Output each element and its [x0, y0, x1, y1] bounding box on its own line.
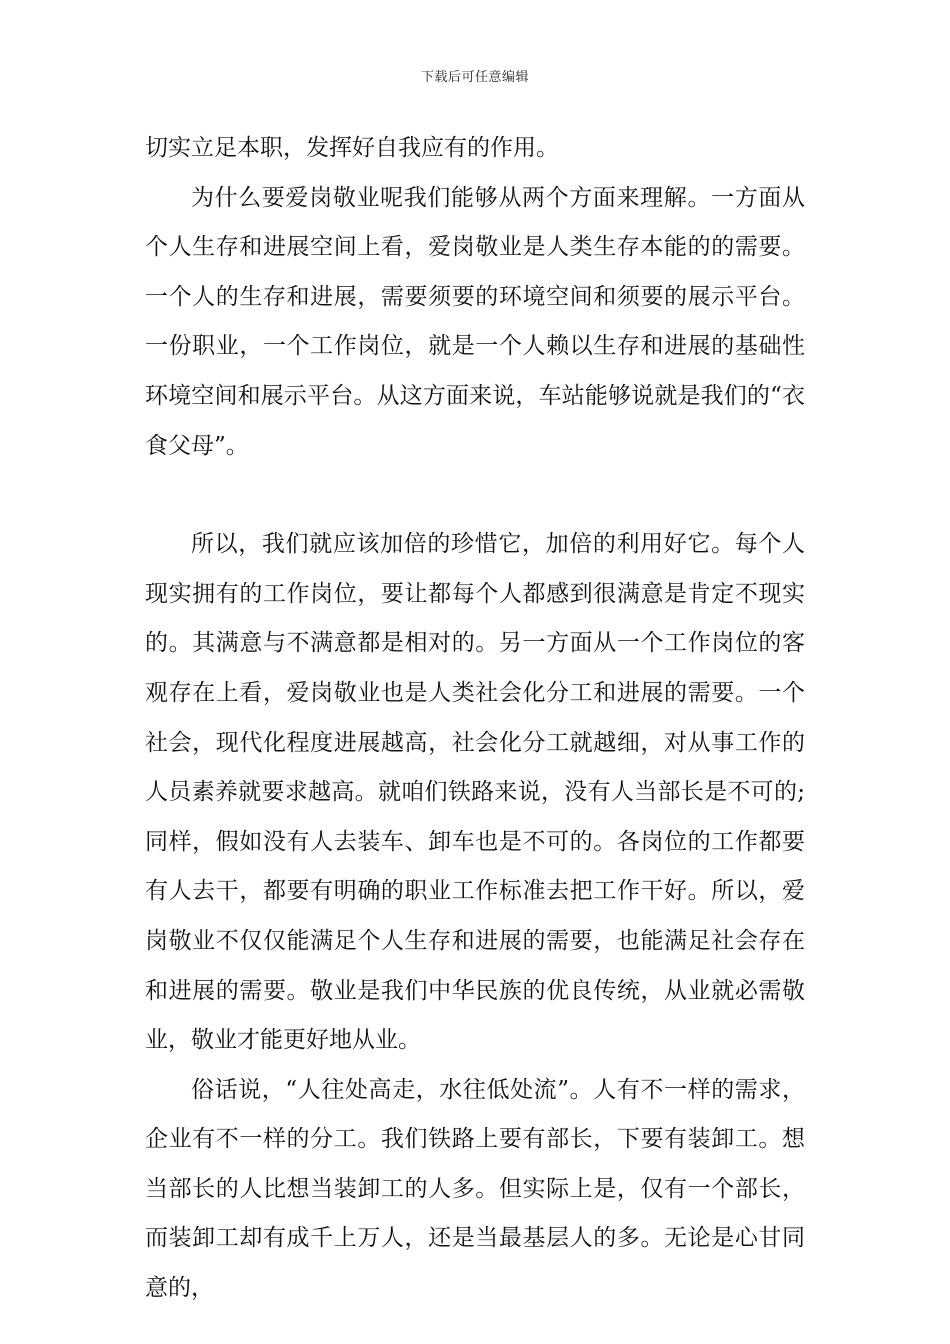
paragraph-4: 俗话说，“人往处高走，水往低处流”。人有不一样的需求，企业有不一样的分工。我们铁路上要有部长，下要有装卸工。想当部长的人比想当装卸工的人多。但实际上是，仅有一个部长，而装卸工却有成千上万人，还是当最基层人的多。无论是心甘同意的，: [145, 1076, 805, 1302]
paragraph-1: 切实立足本职，发挥好自我应有的作用。: [145, 135, 559, 161]
document-body: [145, 124, 805, 1314]
paragraph-2: 为什么要爱岗敬业呢我们能够从两个方面来理解。一方面从个人生存和进展空间上看，爱岗敬业是人类生存本能的的需要。一个人的生存和进展，需要须要的环境空间和须要的展示平台。一份职业，一个工作岗位，就是一个人赖以生存和进展的基础性环境空间和展示平台。从这方面来说，车站能够说就是我们的“衣食父母”。: [145, 184, 805, 459]
paragraph-3: 所以，我们就应该加倍的珍惜它，加倍的利用好它。每个人现实拥有的工作岗位，要让都每个人都感到很满意是肯定不现实的。其满意与不满意都是相对的。另一方面从一个工作岗位的客观存在上看，爱岗敬业也是人类社会化分工和进展的需要。一个社会，现代化程度进展越高，社会化分工就越细，对从事工作的人员素养就要求越高。就咱们铁路来说，没有人当部长是不可的;同样，假如没有人去装车、卸车也是不可的。各岗位的工作都要有人去干，都要有明确的职业工作标准去把工作干好。所以，爱岗敬业不仅仅能满足个人生存和进展的需要，也能满足社会存在和进展的需要。敬业是我们中华民族的优良传统，从业就必需敬业，敬业才能更好地从业。: [145, 531, 805, 1054]
page-header: 下载后可任意编辑: [420, 70, 529, 85]
